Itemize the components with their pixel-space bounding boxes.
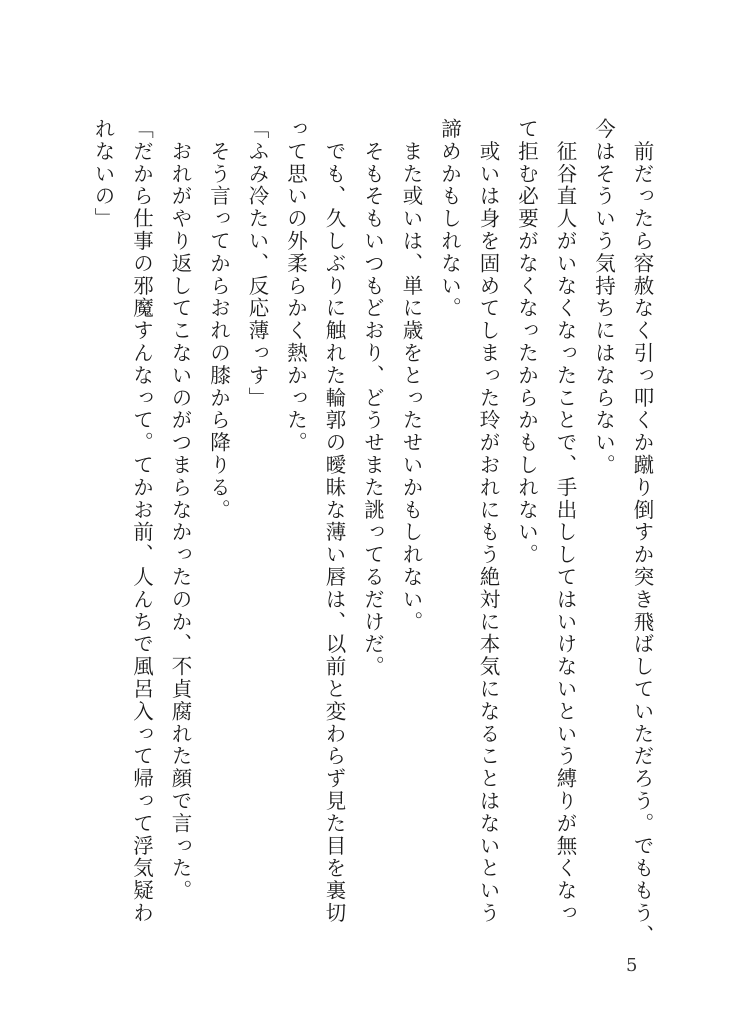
vertical-text-body [84,118,662,958]
text-line: そう言ってからおれの膝から降りる。 [206,118,231,522]
text-line: そもそもいつもどおり、どうせまた誂ってるだけだ。 [360,118,385,678]
text-line: 前だったら容赦なく引っ叩くか蹴り倒すか突き飛ばしていただろう。でももう、 [630,118,654,947]
text-line: おれがやり返してこないのがつまらなかったのか、不貞腐れた顔で言った。 [168,118,192,902]
text-line: また或いは、単に歳をとったせいかもしれない。 [399,118,423,634]
text-line: でも、久しぶりに触れた輪郭の曖昧な薄い唇は、以前と変わらず見た目を裏切 [322,118,346,925]
text-line: 「ふみ冷たい、反応薄っす」 [245,118,269,410]
text-line: って思いの外柔らかく熱かった。 [283,118,308,454]
text-line: 今はそういう気持ちにはならない。 [591,118,616,477]
text-line: て拒む必要がなくなったからかもしれない。 [514,118,539,566]
text-line: 諦めかもしれない。 [437,118,462,320]
text-line: 征谷直人がいなくなったことで、手出ししてはいけないという縛りが無くなっ [553,118,577,925]
page-number: 5 [626,955,638,976]
text-line: 或いは身を固めてしまった玲がおれにもう絶対に本気になることはないという [476,118,500,925]
text-line: れないの」 [91,118,115,230]
text-line: 「だから仕事の邪魔すんなって。てかお前、人んちで風呂入って帰って浮気疑わ [129,118,154,925]
